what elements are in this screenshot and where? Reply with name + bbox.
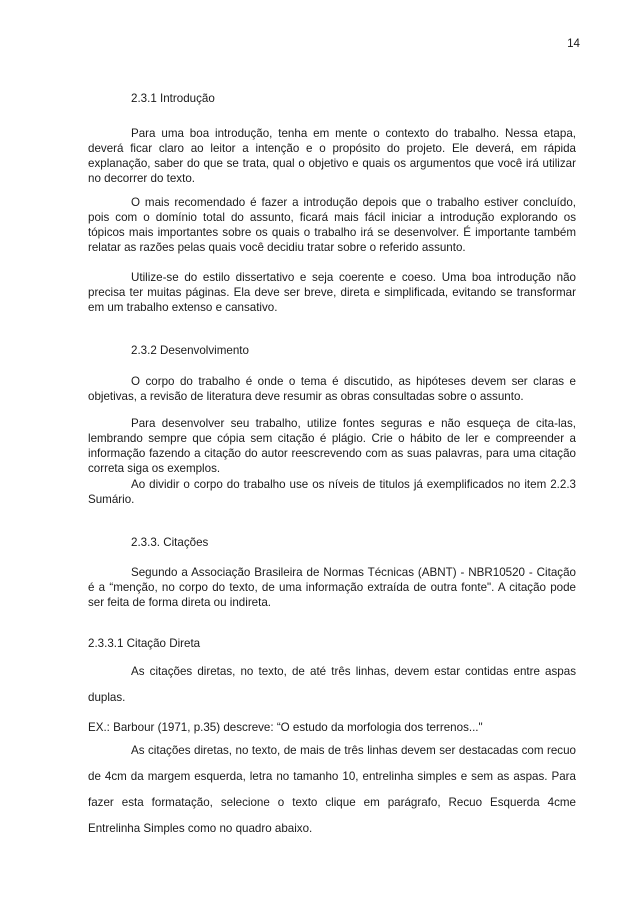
page-number: 14 [567,37,580,50]
development-paragraph-3: Ao dividir o corpo do trabalho use os níveis de titulos já exemplificados no item 2.2.3 Sumário. [88,478,576,506]
citations-paragraph: Segundo a Associação Brasileira de Normas Técnicas (ABNT) - NBR10520 - Citação é a “menção, no corpo do texto, de uma informação extraída de outra fonte". A citação pode ser feita de forma direta ou indireta. [88,566,576,609]
section-heading-introducao: 2.3.1 Introdução [131,92,215,105]
direct-citation-paragraph-2: As citações diretas, no texto, de mais de três linhas devem ser destacadas com recuo de 4cm da margem esquerda, letra no tamanho 10, entrelinha simples e sem as aspas. Para fazer esta formatação, selecione o texto clique em parágrafo, Recuo Esquerda 4cme Entrelinha Simples como no quadro abaixo. [88,744,576,835]
section-heading-citacao-direta: 2.3.3.1 Citação Direta [88,637,201,650]
direct-citation-paragraph-1: As citações diretas, no texto, de até três linhas, devem estar contidas entre aspas duplas. [88,665,576,704]
development-paragraph-2: Para desenvolver seu trabalho, utilize fontes seguras e não esqueça de cita-las, lembrando sempre que cópia sem citação é plágio. Crie o hábito de ler e compreender a informação fazendo a citação do autor reescrevendo com as suas palavras, para uma citação correta siga os exemplos. [88,417,576,475]
section-heading-desenvolvimento: 2.3.2 Desenvolvimento [131,344,249,357]
intro-paragraph-2: O mais recomendado é fazer a introdução depois que o trabalho estiver concluído, pois com o domínio total do assunto, ficará mais fácil iniciar a introdução explorando os tópicos mais importantes sobre os quais o trabalho irá se desenvolver. É importante também relatar as razões pelas quais você decidiu tratar sobre o referido assunto. [88,196,576,254]
intro-paragraph-3: Utilize-se do estilo dissertativo e seja coerente e coeso. Uma boa introdução não precisa ter muitas páginas. Ela deve ser breve, direta e simplificada, evitando se transformar em um trabalho extenso e cansativo. [88,271,576,314]
section-heading-citacoes: 2.3.3. Citações [131,536,209,549]
direct-citation-example: EX.: Barbour (1971, p.35) descreve: “O estudo da morfologia dos terrenos..." [88,721,483,734]
intro-paragraph-1: Para uma boa introdução, tenha em mente o contexto do trabalho. Nessa etapa, deverá ficar claro ao leitor a intenção e o propósito do projeto. Ele deverá, em rápida explanação, saber do que se trata, qual o objetivo e quais os argumentos que você irá utilizar no decorrer do texto. [88,127,576,185]
development-paragraph-1: O corpo do trabalho é onde o tema é discutido, as hipóteses devem ser claras e objetivas, a revisão de literatura deve resumir as obras consultadas sobre o assunto. [88,375,576,403]
